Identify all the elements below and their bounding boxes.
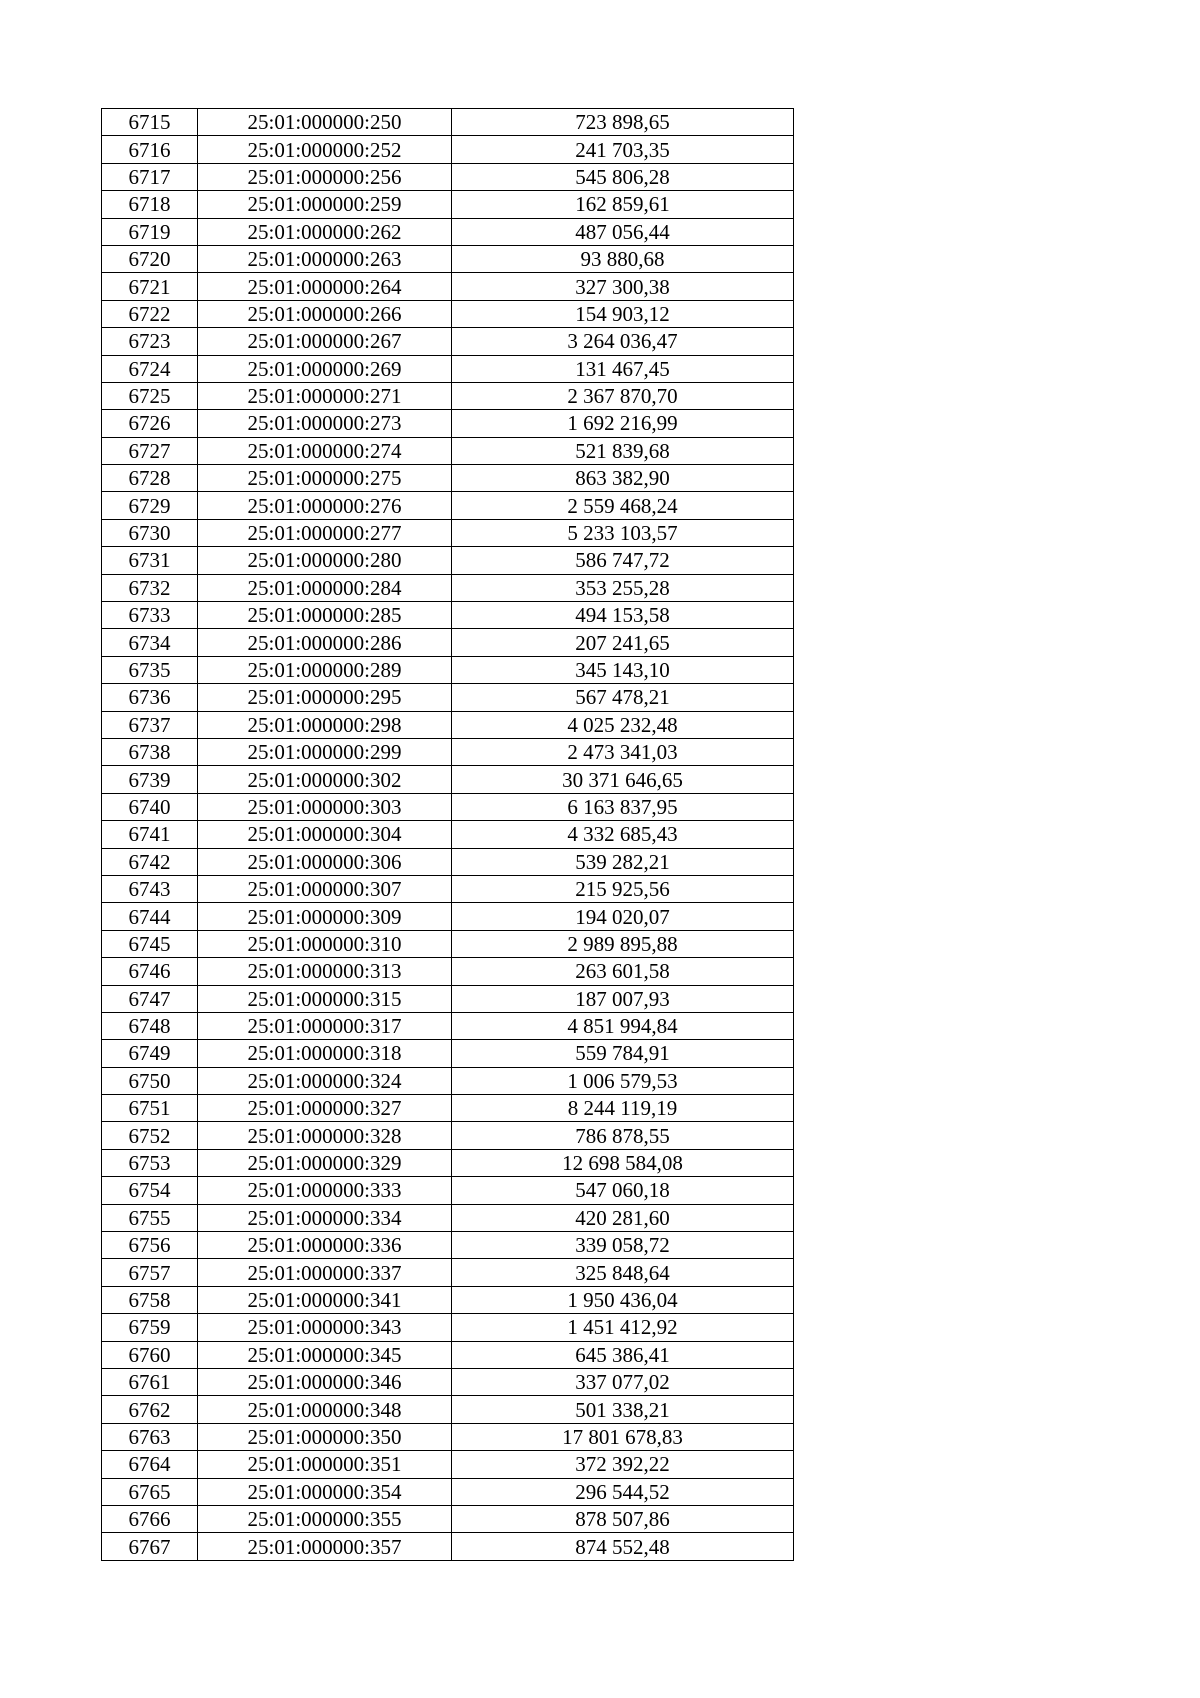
- cadastral-value-cell: 863 382,90: [452, 465, 794, 492]
- cadastral-value-cell: 325 848,64: [452, 1259, 794, 1286]
- cadastral-value-cell: 345 143,10: [452, 656, 794, 683]
- table-row: [102, 958, 794, 985]
- row-number-cell: 6724: [102, 355, 198, 382]
- cadastral-number-cell: 25:01:000000:327: [198, 1095, 452, 1122]
- cadastral-value-cell: 545 806,28: [452, 163, 794, 190]
- row-number-cell: 6744: [102, 903, 198, 930]
- table-row: [102, 574, 794, 601]
- cadastral-value-cell: 4 025 232,48: [452, 711, 794, 738]
- table-row: [102, 1505, 794, 1532]
- table-row: [102, 136, 794, 163]
- row-number-cell: 6720: [102, 245, 198, 272]
- table-row: [102, 1095, 794, 1122]
- row-number-cell: 6723: [102, 328, 198, 355]
- table-row: [102, 848, 794, 875]
- table-row: [102, 1040, 794, 1067]
- cadastral-value-cell: 131 467,45: [452, 355, 794, 382]
- table-row: [102, 355, 794, 382]
- table-row: [102, 410, 794, 437]
- row-number-cell: 6726: [102, 410, 198, 437]
- cadastral-value-cell: 372 392,22: [452, 1451, 794, 1478]
- cadastral-number-cell: 25:01:000000:313: [198, 958, 452, 985]
- table-row: [102, 985, 794, 1012]
- table-row: [102, 218, 794, 245]
- cadastral-value-cell: 874 552,48: [452, 1533, 794, 1560]
- table-row: [102, 1368, 794, 1395]
- row-number-cell: 6745: [102, 930, 198, 957]
- table-row: [102, 465, 794, 492]
- table-row: [102, 1451, 794, 1478]
- table-row: [102, 793, 794, 820]
- cadastral-value-cell: 93 880,68: [452, 245, 794, 272]
- table-row: [102, 519, 794, 546]
- cadastral-value-cell: 154 903,12: [452, 300, 794, 327]
- cadastral-number-cell: 25:01:000000:303: [198, 793, 452, 820]
- cadastral-number-cell: 25:01:000000:354: [198, 1478, 452, 1505]
- cadastral-number-cell: 25:01:000000:284: [198, 574, 452, 601]
- cadastral-number-cell: 25:01:000000:266: [198, 300, 452, 327]
- cadastral-value-cell: 1 006 579,53: [452, 1067, 794, 1094]
- table-row: [102, 1204, 794, 1231]
- table-row: [102, 1396, 794, 1423]
- cadastral-number-cell: 25:01:000000:324: [198, 1067, 452, 1094]
- table-row: [102, 1478, 794, 1505]
- row-number-cell: 6717: [102, 163, 198, 190]
- cadastral-value-cell: 2 989 895,88: [452, 930, 794, 957]
- cadastral-value-cell: 539 282,21: [452, 848, 794, 875]
- row-number-cell: 6764: [102, 1451, 198, 1478]
- cadastral-value-cell: 207 241,65: [452, 629, 794, 656]
- row-number-cell: 6755: [102, 1204, 198, 1231]
- cadastral-number-cell: 25:01:000000:285: [198, 602, 452, 629]
- cadastral-value-cell: 567 478,21: [452, 684, 794, 711]
- cadastral-value-cell: 8 244 119,19: [452, 1095, 794, 1122]
- cadastral-value-cell: 17 801 678,83: [452, 1423, 794, 1450]
- table-row: [102, 602, 794, 629]
- row-number-cell: 6738: [102, 738, 198, 765]
- table-row: [102, 547, 794, 574]
- cadastral-number-cell: 25:01:000000:295: [198, 684, 452, 711]
- table-row: [102, 711, 794, 738]
- row-number-cell: 6756: [102, 1232, 198, 1259]
- cadastral-value-cell: 1 692 216,99: [452, 410, 794, 437]
- table-row: [102, 738, 794, 765]
- row-number-cell: 6730: [102, 519, 198, 546]
- cadastral-number-cell: 25:01:000000:306: [198, 848, 452, 875]
- cadastral-number-cell: 25:01:000000:351: [198, 1451, 452, 1478]
- cadastral-number-cell: 25:01:000000:277: [198, 519, 452, 546]
- cadastral-value-cell: 339 058,72: [452, 1232, 794, 1259]
- row-number-cell: 6761: [102, 1368, 198, 1395]
- cadastral-value-cell: 5 233 103,57: [452, 519, 794, 546]
- table-row: [102, 1177, 794, 1204]
- row-number-cell: 6752: [102, 1122, 198, 1149]
- row-number-cell: 6765: [102, 1478, 198, 1505]
- cadastral-number-cell: 25:01:000000:345: [198, 1341, 452, 1368]
- cadastral-number-cell: 25:01:000000:343: [198, 1314, 452, 1341]
- row-number-cell: 6757: [102, 1259, 198, 1286]
- table-row: [102, 1149, 794, 1176]
- row-number-cell: 6751: [102, 1095, 198, 1122]
- table-row: [102, 1232, 794, 1259]
- row-number-cell: 6737: [102, 711, 198, 738]
- table-row: [102, 656, 794, 683]
- row-number-cell: 6731: [102, 547, 198, 574]
- table-row: [102, 163, 794, 190]
- row-number-cell: 6743: [102, 875, 198, 902]
- cadastral-number-cell: 25:01:000000:286: [198, 629, 452, 656]
- cadastral-number-cell: 25:01:000000:310: [198, 930, 452, 957]
- cadastral-value-cell: 296 544,52: [452, 1478, 794, 1505]
- cadastral-value-cell: 786 878,55: [452, 1122, 794, 1149]
- cadastral-value-cell: 30 371 646,65: [452, 766, 794, 793]
- cadastral-value-cell: 215 925,56: [452, 875, 794, 902]
- table-row: [102, 1012, 794, 1039]
- cadastral-number-cell: 25:01:000000:263: [198, 245, 452, 272]
- cadastral-value-cell: 353 255,28: [452, 574, 794, 601]
- cadastral-number-cell: 25:01:000000:350: [198, 1423, 452, 1450]
- cadastral-number-cell: 25:01:000000:274: [198, 437, 452, 464]
- cadastral-number-cell: 25:01:000000:299: [198, 738, 452, 765]
- table-row: [102, 903, 794, 930]
- cadastral-number-cell: 25:01:000000:318: [198, 1040, 452, 1067]
- table-row: [102, 109, 794, 136]
- cadastral-number-cell: 25:01:000000:341: [198, 1286, 452, 1313]
- row-number-cell: 6718: [102, 191, 198, 218]
- cadastral-number-cell: 25:01:000000:276: [198, 492, 452, 519]
- table-row: [102, 821, 794, 848]
- row-number-cell: 6760: [102, 1341, 198, 1368]
- row-number-cell: 6739: [102, 766, 198, 793]
- cadastral-number-cell: 25:01:000000:333: [198, 1177, 452, 1204]
- cadastral-value-cell: 2 559 468,24: [452, 492, 794, 519]
- cadastral-value-cell: 2 367 870,70: [452, 382, 794, 409]
- table-row: [102, 684, 794, 711]
- cadastral-number-cell: 25:01:000000:264: [198, 273, 452, 300]
- table-row: [102, 1533, 794, 1560]
- cadastral-value-cell: 4 851 994,84: [452, 1012, 794, 1039]
- cadastral-value-cell: 337 077,02: [452, 1368, 794, 1395]
- row-number-cell: 6754: [102, 1177, 198, 1204]
- cadastral-number-cell: 25:01:000000:298: [198, 711, 452, 738]
- cadastral-value-cell: 3 264 036,47: [452, 328, 794, 355]
- cadastral-number-cell: 25:01:000000:307: [198, 875, 452, 902]
- table-body: [102, 109, 794, 1561]
- row-number-cell: 6715: [102, 109, 198, 136]
- row-number-cell: 6749: [102, 1040, 198, 1067]
- table-row: [102, 492, 794, 519]
- row-number-cell: 6762: [102, 1396, 198, 1423]
- table-row: [102, 328, 794, 355]
- cadastral-number-cell: 25:01:000000:315: [198, 985, 452, 1012]
- row-number-cell: 6750: [102, 1067, 198, 1094]
- table-row: [102, 1314, 794, 1341]
- row-number-cell: 6767: [102, 1533, 198, 1560]
- cadastral-value-cell: 241 703,35: [452, 136, 794, 163]
- cadastral-value-cell: 1 451 412,92: [452, 1314, 794, 1341]
- row-number-cell: 6733: [102, 602, 198, 629]
- row-number-cell: 6766: [102, 1505, 198, 1532]
- cadastral-value-cell: 559 784,91: [452, 1040, 794, 1067]
- row-number-cell: 6747: [102, 985, 198, 1012]
- row-number-cell: 6735: [102, 656, 198, 683]
- row-number-cell: 6734: [102, 629, 198, 656]
- cadastral-number-cell: 25:01:000000:302: [198, 766, 452, 793]
- table-row: [102, 629, 794, 656]
- row-number-cell: 6727: [102, 437, 198, 464]
- row-number-cell: 6759: [102, 1314, 198, 1341]
- table-row: [102, 382, 794, 409]
- row-number-cell: 6763: [102, 1423, 198, 1450]
- cadastral-value-cell: 586 747,72: [452, 547, 794, 574]
- cadastral-number-cell: 25:01:000000:309: [198, 903, 452, 930]
- cadastral-value-cell: 263 601,58: [452, 958, 794, 985]
- cadastral-value-cell: 521 839,68: [452, 437, 794, 464]
- row-number-cell: 6722: [102, 300, 198, 327]
- table-row: [102, 1122, 794, 1149]
- cadastral-value-cell: 420 281,60: [452, 1204, 794, 1231]
- table-row: [102, 930, 794, 957]
- table-row: [102, 875, 794, 902]
- row-number-cell: 6719: [102, 218, 198, 245]
- row-number-cell: 6725: [102, 382, 198, 409]
- table-row: [102, 191, 794, 218]
- cadastral-number-cell: 25:01:000000:252: [198, 136, 452, 163]
- row-number-cell: 6742: [102, 848, 198, 875]
- cadastral-number-cell: 25:01:000000:267: [198, 328, 452, 355]
- cadastral-number-cell: 25:01:000000:275: [198, 465, 452, 492]
- cadastral-number-cell: 25:01:000000:355: [198, 1505, 452, 1532]
- cadastral-number-cell: 25:01:000000:336: [198, 1232, 452, 1259]
- cadastral-number-cell: 25:01:000000:289: [198, 656, 452, 683]
- row-number-cell: 6740: [102, 793, 198, 820]
- cadastral-number-cell: 25:01:000000:329: [198, 1149, 452, 1176]
- table-row: [102, 273, 794, 300]
- row-number-cell: 6758: [102, 1286, 198, 1313]
- cadastral-value-cell: 12 698 584,08: [452, 1149, 794, 1176]
- table-row: [102, 1423, 794, 1450]
- cadastral-number-cell: 25:01:000000:269: [198, 355, 452, 382]
- cadastral-value-cell: 4 332 685,43: [452, 821, 794, 848]
- cadastral-number-cell: 25:01:000000:271: [198, 382, 452, 409]
- row-number-cell: 6753: [102, 1149, 198, 1176]
- cadastral-number-cell: 25:01:000000:250: [198, 109, 452, 136]
- row-number-cell: 6728: [102, 465, 198, 492]
- cadastral-value-cell: 6 163 837,95: [452, 793, 794, 820]
- row-number-cell: 6732: [102, 574, 198, 601]
- row-number-cell: 6741: [102, 821, 198, 848]
- table-row: [102, 1259, 794, 1286]
- row-number-cell: 6746: [102, 958, 198, 985]
- cadastral-number-cell: 25:01:000000:317: [198, 1012, 452, 1039]
- row-number-cell: 6716: [102, 136, 198, 163]
- row-number-cell: 6736: [102, 684, 198, 711]
- row-number-cell: 6729: [102, 492, 198, 519]
- cadastral-value-cell: 194 020,07: [452, 903, 794, 930]
- cadastral-value-cell: 487 056,44: [452, 218, 794, 245]
- table-row: [102, 437, 794, 464]
- cadastral-value-cell: 187 007,93: [452, 985, 794, 1012]
- table-row: [102, 1286, 794, 1313]
- row-number-cell: 6748: [102, 1012, 198, 1039]
- cadastral-value-cell: 162 859,61: [452, 191, 794, 218]
- cadastral-value-cell: 547 060,18: [452, 1177, 794, 1204]
- cadastral-value-cell: 327 300,38: [452, 273, 794, 300]
- cadastral-value-cell: 2 473 341,03: [452, 738, 794, 765]
- cadastral-value-cell: 501 338,21: [452, 1396, 794, 1423]
- cadastral-number-cell: 25:01:000000:346: [198, 1368, 452, 1395]
- cadastral-number-cell: 25:01:000000:280: [198, 547, 452, 574]
- cadastral-number-cell: 25:01:000000:337: [198, 1259, 452, 1286]
- cadastral-number-cell: 25:01:000000:304: [198, 821, 452, 848]
- cadastral-number-cell: 25:01:000000:256: [198, 163, 452, 190]
- cadastral-number-cell: 25:01:000000:273: [198, 410, 452, 437]
- table-row: [102, 766, 794, 793]
- cadastral-value-cell: 878 507,86: [452, 1505, 794, 1532]
- cadastral-value-cell: 645 386,41: [452, 1341, 794, 1368]
- cadastral-value-cell: 494 153,58: [452, 602, 794, 629]
- cadastral-value-table: [101, 108, 794, 1561]
- cadastral-number-cell: 25:01:000000:328: [198, 1122, 452, 1149]
- table-row: [102, 245, 794, 272]
- cadastral-number-cell: 25:01:000000:262: [198, 218, 452, 245]
- table-row: [102, 1067, 794, 1094]
- row-number-cell: 6721: [102, 273, 198, 300]
- cadastral-number-cell: 25:01:000000:348: [198, 1396, 452, 1423]
- cadastral-value-cell: 723 898,65: [452, 109, 794, 136]
- cadastral-number-cell: 25:01:000000:334: [198, 1204, 452, 1231]
- cadastral-value-cell: 1 950 436,04: [452, 1286, 794, 1313]
- table-row: [102, 300, 794, 327]
- cadastral-number-cell: 25:01:000000:357: [198, 1533, 452, 1560]
- table-row: [102, 1341, 794, 1368]
- cadastral-number-cell: 25:01:000000:259: [198, 191, 452, 218]
